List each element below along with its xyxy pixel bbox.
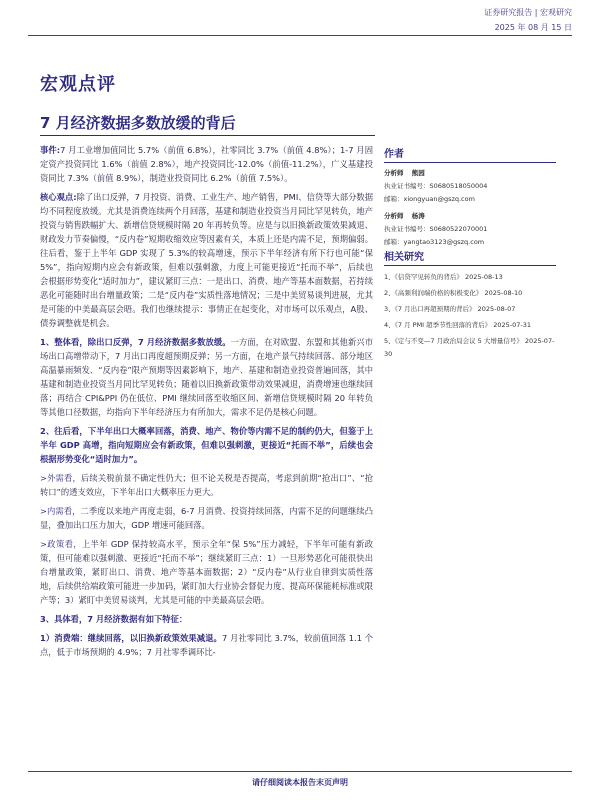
authors-panel <box>384 145 556 249</box>
point1-text: 一方面，在对欧盟、东盟和其他新兴市场出口高增带动下，7 月出口再度超预期反弹；另一方面，在地产景气持续回落、部分地区高温暴雨频发、“反内卷”限产预期等因素影响下，地产、基建和制造业投资普遍回落，其中基建和制造业投资当月同比罕见转负；随着以旧换新政策带动效果减退，消费增速也继续回落；再结合 CPI&PPI 仍在低位、PMI 继续回落至收缩区间、新增信贷规模时隔 20 年转负等其他口径数据，均指向下半年经济压力有所加大，需求不足仍是核心问题。 <box>40 337 373 417</box>
outside-paragraph <box>40 471 373 499</box>
point1-paragraph <box>40 335 373 419</box>
author-1-license: 执业证书编号：S0680518050004 <box>384 182 488 190</box>
header-rule <box>28 35 572 36</box>
title-rule <box>40 135 375 136</box>
core-label: 核心观点: <box>40 192 77 202</box>
events-label: 事件: <box>40 145 61 155</box>
footer-disclaimer: 请仔细阅读本报告末页声明 <box>252 778 348 787</box>
report-title: 7 月经济数据多数放缓的背后 <box>40 114 236 132</box>
point1-heading: 1、整体看，除出口反弹，7 月经济数据多数放缓。 <box>40 337 231 347</box>
point3-heading: 3、具体看，7 月经济数据有如下特征： <box>40 614 188 624</box>
authors-heading: 作者 <box>384 145 556 163</box>
core-paragraph <box>40 190 373 330</box>
author-2 <box>384 210 556 249</box>
author-1-name: 熊园 <box>411 169 425 177</box>
related-item[interactable]: 1、《信贷罕见转负的背后》 2025-08-13 <box>384 273 503 281</box>
events-text: 7 月工业增加值同比 5.7%（前值 6.8%），社零同比 3.7%（前值 4.8%）；1-7 月固定资产投资同比 1.6%（前值 2.8%），地产投资同比-12.0%（前值-11.2%），广义基建投资同比 7.3%（前值 8.9%），制造业投资同比 6.2%（前值 7.5%）。 <box>40 145 373 183</box>
core-text: 除了出口反弹，7 月投资、消费、工业生产、地产销售，PMI、信贷等大部分数据均不同程度放缓。尤其是消费连续两个月回落，基建和制造业投资当月同比罕见转负，地产投资与销售跌幅扩大、新增信贷规模时隔 20 年再转负等。应是与以旧换新政策效果减退、财政发力节奏偏慢，“反内卷”短期收缩效应等因素有关，本质上还是内需不足，预期偏弱。往后看，鉴于上半年 GDP 实现了 5.3%的较高增速，预示下半年经济有所下行也可能“保 5%”，指向短期内应会有新政策，但难以强刺激，力度上可能更接近“托而不举”，后续也会根据形势变化“适时加力”，建议紧盯三点：一是出口、消费、地产等基本面数据，若持续恶化可能随时出台增量政策；二是“反内卷”实质性落地情况；三是中美贸易谈判进展，尤其是可能的中美最高层会晤。我们也继续提示：事情正在起变化，对市场可以乐观点，A股、债券调整就是机会。 <box>40 192 373 328</box>
related-item[interactable]: 5、《定与不变—7 月政治局会议 5 大增量信号》 2025-07-30 <box>384 337 555 358</box>
consumption-text: 7 月社零同比 3.7%，较前值回落 1.1 个点，低于市场预期的 4.9%；7 月社零季调环比- <box>40 633 373 657</box>
consumption-label: 1）消费端：继续回落，以旧换新政策效果减退。 <box>40 633 222 643</box>
events-paragraph <box>40 143 373 185</box>
point2-heading: 2、往后看，下半年出口大概率回落，消费、地产、物价等内需不足的制约仍大，但鉴于上半年 GDP 高增，指向短期应会有新政策，但难以强刺激，更接近“托而不举”，后续也会根据形势变化“适时加力”。 <box>40 426 373 464</box>
related-item[interactable]: 3、《7 月出口再超预期的背后》 2025-08-07 <box>384 305 516 313</box>
author-2-role: 分析师 <box>384 212 404 220</box>
related-panel <box>384 248 556 364</box>
inside-text: 二季度以来地产再度走弱，6-7 月消费、投资持续回落，内需不足的问题继续凸显，叠加出口压力加大，GDP 增速可能回落。 <box>40 506 374 530</box>
author-2-license: 执业证书编号：S0680522070001 <box>384 225 488 233</box>
related-item[interactable]: 2、《高频利润端价格的积极变化》 2025-08-10 <box>384 289 523 297</box>
consumption-paragraph <box>40 631 373 659</box>
author-2-name: 杨涛 <box>411 212 425 220</box>
policy-text: 上半年 GDP 保持较高水平，预示全年“保 5%”压力减轻，下半年可能有新政策，但可能难以强刺激、更接近“托而不举”；继续紧盯三点：1）一旦形势恶化可能很快出台增量政策，紧盯出口、消费、地产等基本面数据；2）“反内卷”从行业自律到实质性落地，后续供给端政策可能进一步加码，紧盯加大行业协会督促力度、提高环保能耗标准或限产等；3）紧盯中美贸易谈判，尤其是可能的中美最高层会晤。 <box>40 539 373 605</box>
header-date: 2025 年 08 月 15 日 <box>494 23 572 32</box>
inside-label: >内需看， <box>40 506 81 516</box>
related-heading: 相关研究 <box>384 248 556 266</box>
author-2-email[interactable]: 邮箱：yangtao3123@gszq.com <box>384 238 485 246</box>
main-body <box>40 143 373 664</box>
report-category: 宏观点评 <box>40 74 116 95</box>
policy-paragraph <box>40 537 373 607</box>
footer-rule <box>28 771 572 772</box>
policy-label: >政策看， <box>40 539 82 549</box>
author-1-email[interactable]: 邮箱：xiongyuan@gszq.com <box>384 195 475 203</box>
author-1 <box>384 167 556 206</box>
related-item[interactable]: 4、《7 月 PMI 超季节性回落的背后》 2025-07-31 <box>384 321 532 329</box>
outside-label: >外需看， <box>40 473 81 483</box>
inside-paragraph <box>40 504 373 532</box>
header-section: 证券研究报告 | 宏观研究 <box>484 8 572 17</box>
author-1-role: 分析师 <box>384 169 404 177</box>
outside-text: 后续关税前景不确定性仍大；但不论关税是否提高，考虑到前期“抢出口”、“抢转口”的透支效应，下半年出口大概率压力更大。 <box>40 473 374 497</box>
